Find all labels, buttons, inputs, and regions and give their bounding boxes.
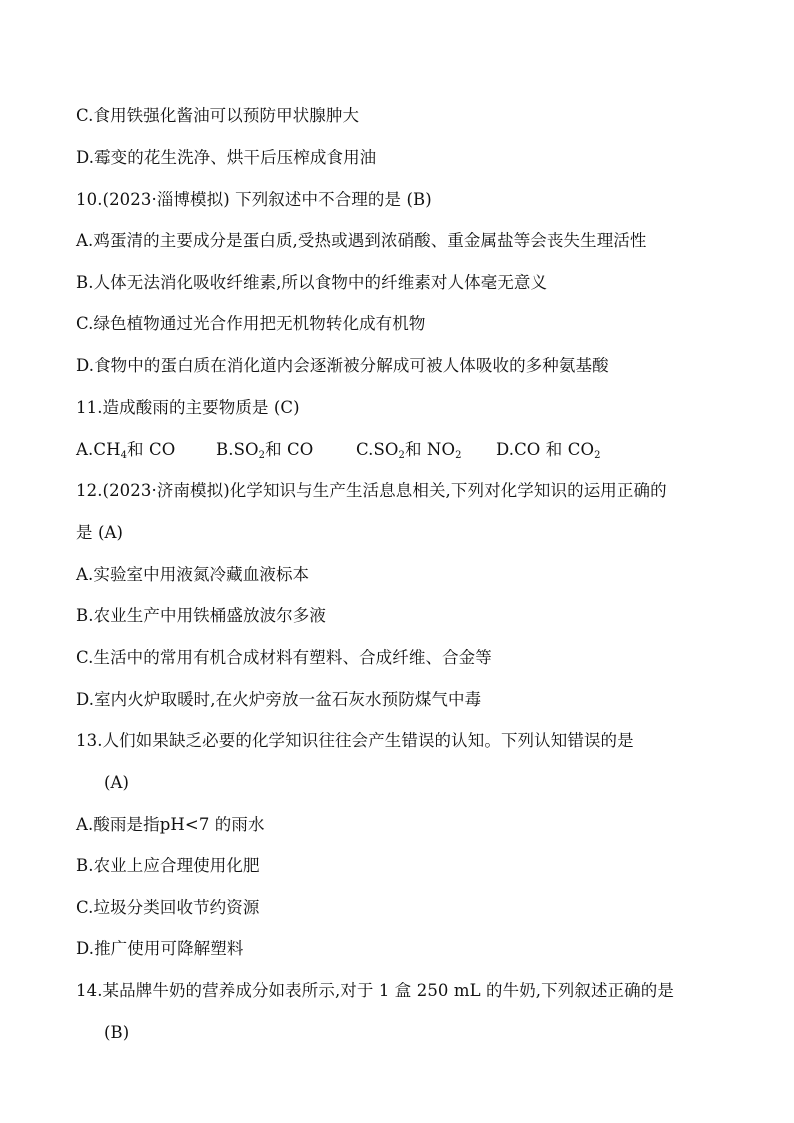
question-12: 12.(2023·济南模拟)化学知识与生产生活息息相关,下列对化学知识的运用正确的 [76,481,667,500]
option-line: B.农业生产中用铁桶盛放波尔多液 [76,606,326,625]
option-line: C.垃圾分类回收节约资源 [76,898,260,917]
question-14-answer: (B) [104,1023,130,1042]
option-line: C.生活中的常用有机合成材料有塑料、合成纤维、合金等 [76,648,492,667]
option-b: $B.SO_2$和 CO [216,440,314,461]
option-d: D.CO 和 $CO_2$ [496,440,601,461]
option-line: D.食物中的蛋白质在消化道内会逐渐被分解成可被人体吸收的多种氨基酸 [76,356,609,375]
option-line: D.推广使用可降解塑料 [76,939,244,958]
question-11-options [76,439,601,461]
question-11: 11.造成酸雨的主要物质是 (C) [76,398,300,417]
option-line: A.酸雨是指pH<7 的雨水 [76,815,265,834]
option-line: A.鸡蛋清的主要成分是蛋白质,受热或遇到浓硝酸、重金属盐等会丧失生理活性 [76,231,647,250]
option-line: B.人体无法消化吸收纤维素,所以食物中的纤维素对人体毫无意义 [76,273,548,292]
option-line: D.霉变的花生洗净、烘干后压榨成食用油 [76,148,377,167]
question-10: 10.(2023·淄博模拟) 下列叙述中不合理的是 (B) [76,190,432,209]
question-14: 14.某品牌牛奶的营养成分如表所示,对于 1 盒 250 mL 的牛奶,下列叙述正确的是 [76,981,674,1000]
option-line: C.食用铁强化酱油可以预防甲状腺肿大 [76,106,360,125]
question-13-answer: (A) [104,773,130,792]
option-c: $C.SO_2$和 $NO_2$ [356,440,462,461]
question-12-cont: 是 (A) [76,523,124,542]
option-a: $A.CH_4$和 CO [76,440,176,461]
option-line: A.实验室中用液氮冷藏血液标本 [76,565,310,584]
question-13: 13.人们如果缺乏必要的化学知识往往会产生错误的认知。下列认知错误的是 [76,731,634,750]
option-line: D.室内火炉取暖时,在火炉旁放一盆石灰水预防煤气中毒 [76,690,482,709]
option-line: C.绿色植物通过光合作用把无机物转化成有机物 [76,314,426,333]
option-line: B.农业上应合理使用化肥 [76,856,260,875]
